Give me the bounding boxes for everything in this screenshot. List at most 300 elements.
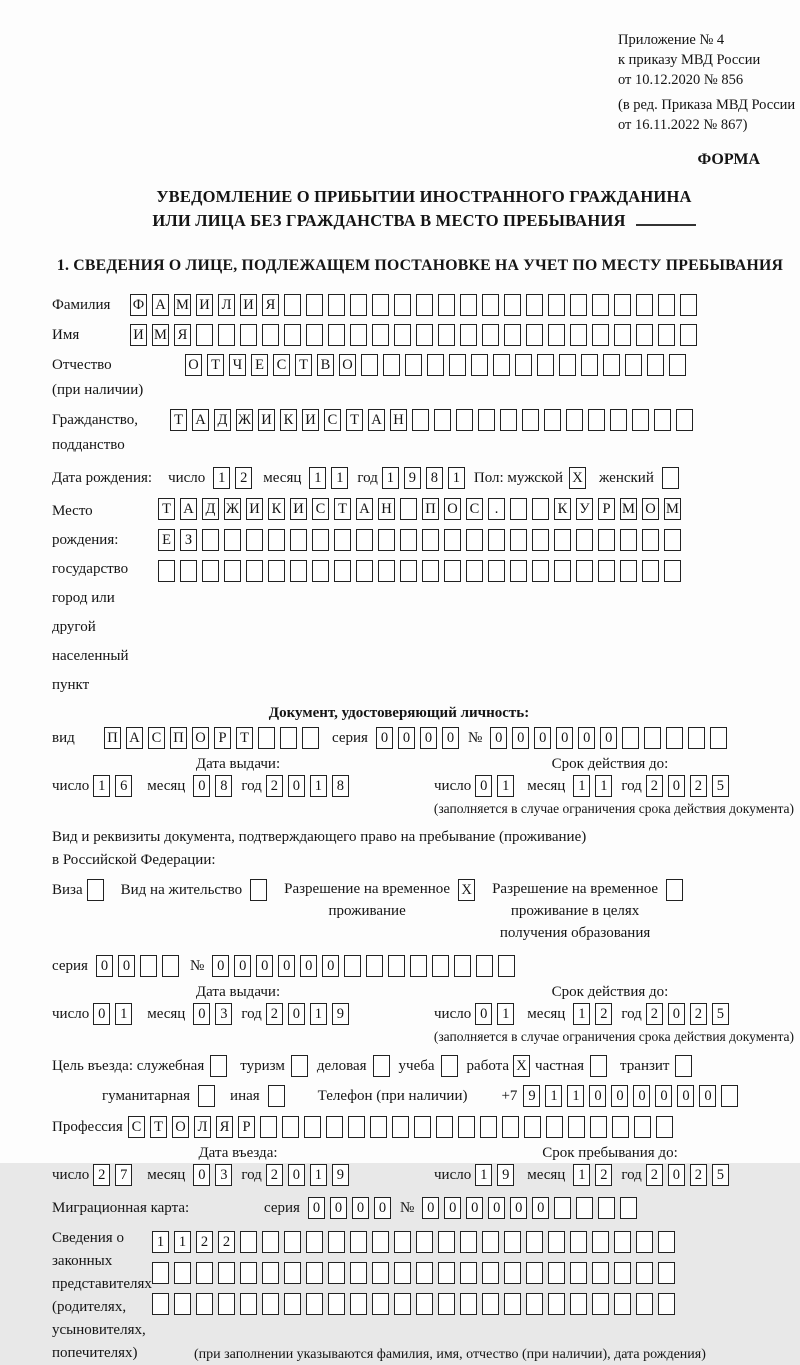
char-box[interactable]: 0: [532, 1197, 549, 1219]
char-box[interactable]: 0: [193, 775, 210, 797]
char-box[interactable]: 0: [611, 1085, 628, 1107]
char-box[interactable]: [282, 1116, 299, 1138]
char-box[interactable]: 2: [235, 467, 252, 489]
char-box[interactable]: И: [246, 498, 263, 520]
char-box[interactable]: 2: [266, 775, 283, 797]
char-box[interactable]: 0: [488, 1197, 505, 1219]
char-box[interactable]: [240, 324, 257, 346]
char-box[interactable]: 1: [567, 1085, 584, 1107]
char-box[interactable]: [196, 1293, 213, 1315]
char-box[interactable]: [224, 560, 241, 582]
char-box[interactable]: [400, 498, 417, 520]
char-box[interactable]: [658, 1293, 675, 1315]
char-box[interactable]: 2: [595, 1003, 612, 1025]
char-box[interactable]: 5: [712, 1164, 729, 1186]
char-box[interactable]: 0: [633, 1085, 650, 1107]
char-box[interactable]: 8: [215, 775, 232, 797]
char-box[interactable]: [438, 294, 455, 316]
char-box[interactable]: 0: [352, 1197, 369, 1219]
char-box[interactable]: 0: [677, 1085, 694, 1107]
char-box[interactable]: [515, 354, 532, 376]
char-box[interactable]: [262, 1231, 279, 1253]
char-box[interactable]: [140, 955, 157, 977]
char-box[interactable]: 0: [466, 1197, 483, 1219]
char-box[interactable]: А: [368, 409, 385, 431]
char-box[interactable]: [162, 955, 179, 977]
char-box[interactable]: [532, 529, 549, 551]
char-box[interactable]: [328, 1231, 345, 1253]
char-box[interactable]: 1: [573, 1003, 590, 1025]
char-box[interactable]: [306, 324, 323, 346]
char-box[interactable]: [666, 727, 683, 749]
char-box[interactable]: И: [258, 409, 275, 431]
char-box[interactable]: Ф: [130, 294, 147, 316]
char-box[interactable]: 2: [646, 775, 663, 797]
char-box[interactable]: Д: [202, 498, 219, 520]
char-box[interactable]: [198, 1085, 215, 1107]
char-box[interactable]: Т: [236, 727, 253, 749]
char-box[interactable]: [454, 955, 471, 977]
char-box[interactable]: [262, 1262, 279, 1284]
char-box[interactable]: [366, 955, 383, 977]
char-box[interactable]: [432, 955, 449, 977]
char-box[interactable]: [414, 1116, 431, 1138]
char-box[interactable]: [669, 354, 686, 376]
char-box[interactable]: [350, 324, 367, 346]
char-box[interactable]: А: [192, 409, 209, 431]
char-box[interactable]: [680, 294, 697, 316]
char-box[interactable]: [438, 1231, 455, 1253]
char-box[interactable]: 5: [712, 1003, 729, 1025]
char-box[interactable]: [400, 529, 417, 551]
char-box[interactable]: [202, 560, 219, 582]
char-box[interactable]: [268, 529, 285, 551]
char-box[interactable]: [394, 294, 411, 316]
char-box[interactable]: И: [240, 294, 257, 316]
char-box[interactable]: [392, 1116, 409, 1138]
char-box[interactable]: [548, 1262, 565, 1284]
char-box[interactable]: [570, 294, 587, 316]
char-box[interactable]: [218, 1293, 235, 1315]
char-box[interactable]: С: [148, 727, 165, 749]
char-box[interactable]: 1: [310, 775, 327, 797]
char-box[interactable]: 2: [196, 1231, 213, 1253]
char-box[interactable]: 2: [266, 1003, 283, 1025]
char-box[interactable]: 2: [218, 1231, 235, 1253]
char-box[interactable]: [152, 1293, 169, 1315]
char-box[interactable]: [180, 560, 197, 582]
char-box[interactable]: [456, 409, 473, 431]
char-box[interactable]: [290, 560, 307, 582]
char-box[interactable]: 1: [93, 775, 110, 797]
char-box[interactable]: [152, 1262, 169, 1284]
char-box[interactable]: [620, 529, 637, 551]
char-box[interactable]: 0: [510, 1197, 527, 1219]
char-box[interactable]: [710, 727, 727, 749]
char-box[interactable]: [647, 354, 664, 376]
char-box[interactable]: [554, 1197, 571, 1219]
char-box[interactable]: [592, 1231, 609, 1253]
char-box[interactable]: О: [642, 498, 659, 520]
char-box[interactable]: [656, 1116, 673, 1138]
char-box[interactable]: 0: [308, 1197, 325, 1219]
char-box[interactable]: С: [312, 498, 329, 520]
char-box[interactable]: [488, 529, 505, 551]
char-box[interactable]: 1: [310, 1003, 327, 1025]
char-box[interactable]: X: [458, 879, 475, 901]
char-box[interactable]: [438, 324, 455, 346]
char-box[interactable]: 9: [523, 1085, 540, 1107]
char-box[interactable]: [662, 467, 679, 489]
char-box[interactable]: М: [174, 294, 191, 316]
char-box[interactable]: [460, 294, 477, 316]
char-box[interactable]: Т: [170, 409, 187, 431]
char-box[interactable]: [460, 1231, 477, 1253]
char-box[interactable]: [664, 560, 681, 582]
char-box[interactable]: Я: [216, 1116, 233, 1138]
char-box[interactable]: Т: [207, 354, 224, 376]
char-box[interactable]: [636, 294, 653, 316]
char-box[interactable]: [400, 560, 417, 582]
char-box[interactable]: [488, 560, 505, 582]
char-box[interactable]: [422, 560, 439, 582]
char-box[interactable]: [588, 409, 605, 431]
char-box[interactable]: Т: [295, 354, 312, 376]
char-box[interactable]: Т: [346, 409, 363, 431]
char-box[interactable]: [644, 727, 661, 749]
char-box[interactable]: [570, 1231, 587, 1253]
char-box[interactable]: И: [290, 498, 307, 520]
char-box[interactable]: [688, 727, 705, 749]
char-box[interactable]: Т: [334, 498, 351, 520]
char-box[interactable]: [460, 1262, 477, 1284]
char-box[interactable]: [566, 409, 583, 431]
char-box[interactable]: 0: [512, 727, 529, 749]
char-box[interactable]: [581, 354, 598, 376]
char-box[interactable]: 0: [193, 1003, 210, 1025]
char-box[interactable]: [548, 1293, 565, 1315]
char-box[interactable]: 0: [398, 727, 415, 749]
char-box[interactable]: [326, 1116, 343, 1138]
char-box[interactable]: [654, 409, 671, 431]
char-box[interactable]: [537, 354, 554, 376]
char-box[interactable]: Ж: [224, 498, 241, 520]
char-box[interactable]: [592, 1262, 609, 1284]
char-box[interactable]: [476, 955, 493, 977]
char-box[interactable]: 0: [256, 955, 273, 977]
char-box[interactable]: [625, 354, 642, 376]
char-box[interactable]: О: [444, 498, 461, 520]
char-box[interactable]: 2: [690, 1164, 707, 1186]
char-box[interactable]: Ч: [229, 354, 246, 376]
char-box[interactable]: [284, 294, 301, 316]
char-box[interactable]: 0: [288, 1003, 305, 1025]
char-box[interactable]: [348, 1116, 365, 1138]
char-box[interactable]: [370, 1116, 387, 1138]
char-box[interactable]: 0: [668, 775, 685, 797]
char-box[interactable]: [482, 1262, 499, 1284]
char-box[interactable]: М: [620, 498, 637, 520]
char-box[interactable]: О: [172, 1116, 189, 1138]
char-box[interactable]: [592, 1293, 609, 1315]
char-box[interactable]: [312, 529, 329, 551]
char-box[interactable]: О: [185, 354, 202, 376]
char-box[interactable]: [614, 324, 631, 346]
char-box[interactable]: [344, 955, 361, 977]
char-box[interactable]: [373, 1055, 390, 1077]
char-box[interactable]: [262, 324, 279, 346]
char-box[interactable]: [642, 560, 659, 582]
char-box[interactable]: П: [422, 498, 439, 520]
char-box[interactable]: [680, 324, 697, 346]
char-box[interactable]: [576, 1197, 593, 1219]
char-box[interactable]: [405, 354, 422, 376]
char-box[interactable]: [500, 409, 517, 431]
char-box[interactable]: [554, 560, 571, 582]
char-box[interactable]: 0: [668, 1164, 685, 1186]
char-box[interactable]: 8: [332, 775, 349, 797]
char-box[interactable]: [361, 354, 378, 376]
char-box[interactable]: [614, 294, 631, 316]
char-box[interactable]: [504, 324, 521, 346]
char-box[interactable]: Ж: [236, 409, 253, 431]
char-box[interactable]: 5: [712, 775, 729, 797]
char-box[interactable]: [598, 529, 615, 551]
char-box[interactable]: [372, 294, 389, 316]
char-box[interactable]: [449, 354, 466, 376]
char-box[interactable]: [559, 354, 576, 376]
char-box[interactable]: [438, 1262, 455, 1284]
char-box[interactable]: 0: [96, 955, 113, 977]
char-box[interactable]: [632, 409, 649, 431]
char-box[interactable]: [224, 529, 241, 551]
char-box[interactable]: [412, 409, 429, 431]
char-box[interactable]: [356, 560, 373, 582]
char-box[interactable]: [158, 560, 175, 582]
char-box[interactable]: [504, 1262, 521, 1284]
char-box[interactable]: С: [128, 1116, 145, 1138]
char-box[interactable]: 1: [152, 1231, 169, 1253]
char-box[interactable]: Е: [158, 529, 175, 551]
char-box[interactable]: [434, 409, 451, 431]
char-box[interactable]: [306, 294, 323, 316]
char-box[interactable]: 1: [331, 467, 348, 489]
char-box[interactable]: [620, 1197, 637, 1219]
char-box[interactable]: [460, 1293, 477, 1315]
char-box[interactable]: [526, 1262, 543, 1284]
char-box[interactable]: [410, 955, 427, 977]
char-box[interactable]: С: [273, 354, 290, 376]
char-box[interactable]: [416, 1231, 433, 1253]
char-box[interactable]: М: [664, 498, 681, 520]
char-box[interactable]: М: [152, 324, 169, 346]
char-box[interactable]: [568, 1116, 585, 1138]
char-box[interactable]: 0: [475, 1003, 492, 1025]
char-box[interactable]: [532, 560, 549, 582]
char-box[interactable]: К: [268, 498, 285, 520]
char-box[interactable]: [636, 1262, 653, 1284]
char-box[interactable]: [334, 560, 351, 582]
char-box[interactable]: [460, 324, 477, 346]
char-box[interactable]: [510, 529, 527, 551]
char-box[interactable]: [603, 354, 620, 376]
char-box[interactable]: [218, 324, 235, 346]
char-box[interactable]: 9: [332, 1164, 349, 1186]
char-box[interactable]: 0: [212, 955, 229, 977]
char-box[interactable]: [302, 727, 319, 749]
char-box[interactable]: В: [317, 354, 334, 376]
char-box[interactable]: 8: [426, 467, 443, 489]
char-box[interactable]: [482, 294, 499, 316]
char-box[interactable]: [246, 560, 263, 582]
char-box[interactable]: [441, 1055, 458, 1077]
char-box[interactable]: [510, 498, 527, 520]
char-box[interactable]: [438, 1293, 455, 1315]
char-box[interactable]: [436, 1116, 453, 1138]
char-box[interactable]: [721, 1085, 738, 1107]
char-box[interactable]: 0: [234, 955, 251, 977]
char-box[interactable]: [554, 529, 571, 551]
char-box[interactable]: .: [488, 498, 505, 520]
char-box[interactable]: [590, 1055, 607, 1077]
char-box[interactable]: [250, 879, 267, 901]
char-box[interactable]: И: [302, 409, 319, 431]
char-box[interactable]: 0: [475, 775, 492, 797]
char-box[interactable]: 1: [448, 467, 465, 489]
char-box[interactable]: 0: [330, 1197, 347, 1219]
char-box[interactable]: С: [324, 409, 341, 431]
char-box[interactable]: X: [569, 467, 586, 489]
char-box[interactable]: К: [554, 498, 571, 520]
char-box[interactable]: Р: [238, 1116, 255, 1138]
char-box[interactable]: 2: [646, 1164, 663, 1186]
char-box[interactable]: Н: [390, 409, 407, 431]
char-box[interactable]: [482, 324, 499, 346]
char-box[interactable]: 0: [534, 727, 551, 749]
char-box[interactable]: [504, 1293, 521, 1315]
char-box[interactable]: [622, 727, 639, 749]
char-box[interactable]: 1: [475, 1164, 492, 1186]
char-box[interactable]: О: [339, 354, 356, 376]
char-box[interactable]: 1: [309, 467, 326, 489]
char-box[interactable]: Д: [214, 409, 231, 431]
char-box[interactable]: 1: [573, 1164, 590, 1186]
char-box[interactable]: [378, 560, 395, 582]
char-box[interactable]: 0: [376, 727, 393, 749]
char-box[interactable]: Е: [251, 354, 268, 376]
char-box[interactable]: [482, 1293, 499, 1315]
char-box[interactable]: 0: [444, 1197, 461, 1219]
char-box[interactable]: [493, 354, 510, 376]
char-box[interactable]: [471, 354, 488, 376]
char-box[interactable]: Я: [262, 294, 279, 316]
char-box[interactable]: [620, 560, 637, 582]
char-box[interactable]: [196, 1262, 213, 1284]
char-box[interactable]: [416, 324, 433, 346]
char-box[interactable]: [634, 1116, 651, 1138]
char-box[interactable]: 7: [115, 1164, 132, 1186]
char-box[interactable]: [502, 1116, 519, 1138]
char-box[interactable]: [416, 1293, 433, 1315]
char-box[interactable]: [658, 1231, 675, 1253]
char-box[interactable]: [240, 1293, 257, 1315]
char-box[interactable]: [658, 1262, 675, 1284]
char-box[interactable]: [378, 529, 395, 551]
char-box[interactable]: Р: [598, 498, 615, 520]
char-box[interactable]: Я: [174, 324, 191, 346]
char-box[interactable]: А: [356, 498, 373, 520]
char-box[interactable]: А: [126, 727, 143, 749]
char-box[interactable]: [350, 1293, 367, 1315]
char-box[interactable]: [614, 1293, 631, 1315]
char-box[interactable]: [522, 409, 539, 431]
char-box[interactable]: 2: [646, 1003, 663, 1025]
char-box[interactable]: [658, 294, 675, 316]
char-box[interactable]: [334, 529, 351, 551]
char-box[interactable]: [174, 1293, 191, 1315]
char-box[interactable]: 0: [578, 727, 595, 749]
char-box[interactable]: [218, 1262, 235, 1284]
char-box[interactable]: 0: [490, 727, 507, 749]
char-box[interactable]: Л: [218, 294, 235, 316]
char-box[interactable]: 2: [595, 1164, 612, 1186]
char-box[interactable]: 0: [193, 1164, 210, 1186]
char-box[interactable]: [664, 529, 681, 551]
char-box[interactable]: 0: [420, 727, 437, 749]
char-box[interactable]: 0: [278, 955, 295, 977]
char-box[interactable]: 2: [690, 1003, 707, 1025]
char-box[interactable]: [174, 1262, 191, 1284]
char-box[interactable]: [394, 1262, 411, 1284]
char-box[interactable]: 0: [600, 727, 617, 749]
char-box[interactable]: А: [152, 294, 169, 316]
char-box[interactable]: [526, 1293, 543, 1315]
char-box[interactable]: У: [576, 498, 593, 520]
char-box[interactable]: [676, 409, 693, 431]
char-box[interactable]: [444, 529, 461, 551]
char-box[interactable]: 6: [115, 775, 132, 797]
char-box[interactable]: [394, 1231, 411, 1253]
char-box[interactable]: П: [170, 727, 187, 749]
char-box[interactable]: [458, 1116, 475, 1138]
char-box[interactable]: 3: [215, 1164, 232, 1186]
char-box[interactable]: [466, 560, 483, 582]
char-box[interactable]: [328, 294, 345, 316]
char-box[interactable]: [306, 1262, 323, 1284]
char-box[interactable]: [524, 1116, 541, 1138]
char-box[interactable]: [612, 1116, 629, 1138]
char-box[interactable]: [356, 529, 373, 551]
char-box[interactable]: 0: [699, 1085, 716, 1107]
char-box[interactable]: 1: [573, 775, 590, 797]
char-box[interactable]: [383, 354, 400, 376]
char-box[interactable]: [210, 1055, 227, 1077]
char-box[interactable]: 0: [322, 955, 339, 977]
char-box[interactable]: 1: [115, 1003, 132, 1025]
char-box[interactable]: [196, 324, 213, 346]
char-box[interactable]: Т: [158, 498, 175, 520]
char-box[interactable]: [592, 294, 609, 316]
char-box[interactable]: [570, 1293, 587, 1315]
char-box[interactable]: 1: [497, 1003, 514, 1025]
char-box[interactable]: 0: [118, 955, 135, 977]
char-box[interactable]: [416, 294, 433, 316]
char-box[interactable]: [526, 324, 543, 346]
char-box[interactable]: 2: [93, 1164, 110, 1186]
char-box[interactable]: И: [130, 324, 147, 346]
char-box[interactable]: 0: [589, 1085, 606, 1107]
char-box[interactable]: [614, 1262, 631, 1284]
